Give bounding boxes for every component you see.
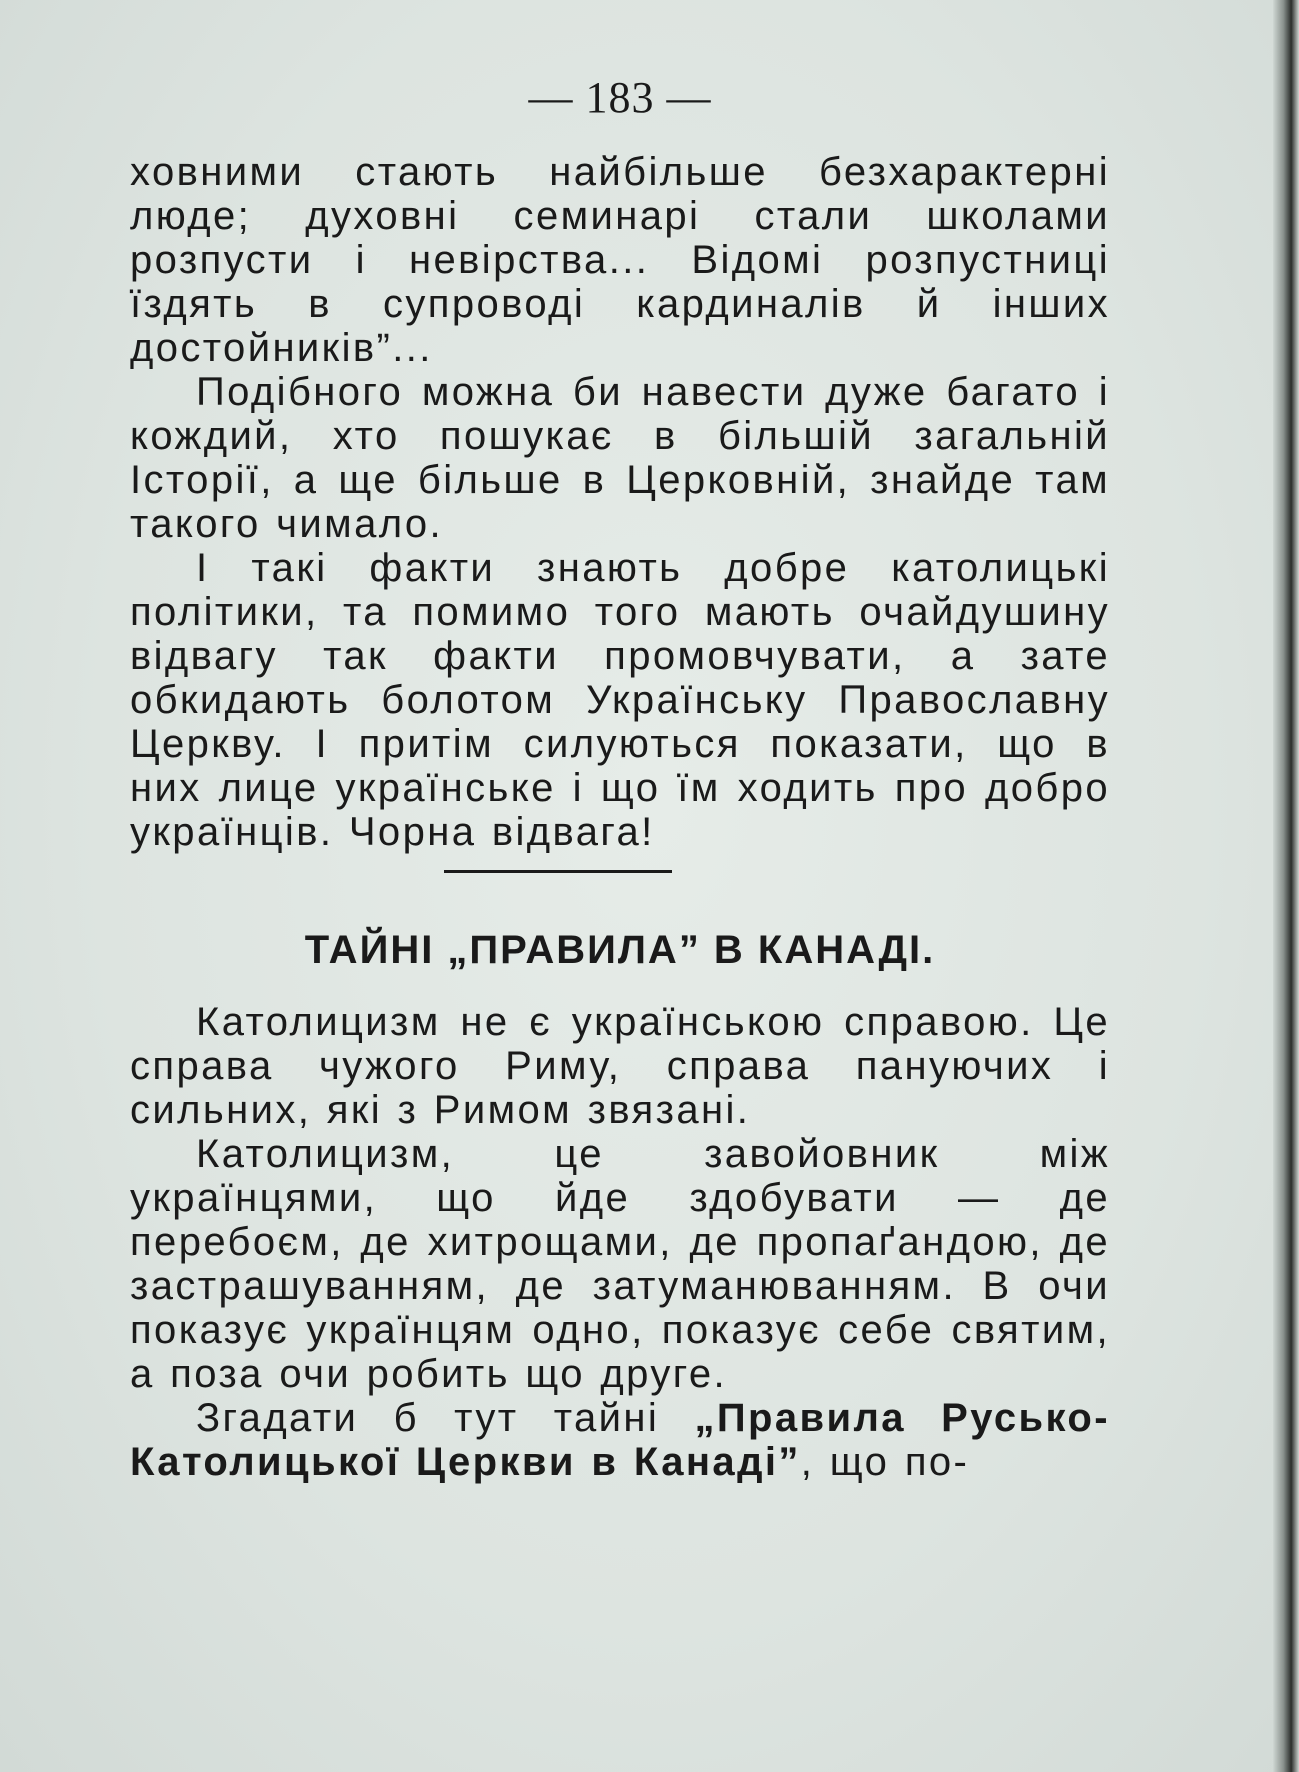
paragraph-catholicism-not-ukrainian: Католицизм не є українською справою. Це справа чужого Риму, справа пануючих і сильних, які з Римом звязані. (130, 1000, 1110, 1132)
paragraph-catholic-politicians: І такі факти знають добре католицькі політики, та помимо того мають очайдушину відвагу так факти промовчувати, а зате обкидають болотом Українську Православну Церкву. І притім силуються показати, що в них лице українське і що їм ходить про добро українців. Чорна відвага! (130, 546, 1110, 854)
secret-rules-tail: , що по- (800, 1440, 970, 1484)
secret-rules-title: „Правила Русько-Католицької Церкви в Канаді” (130, 1396, 1110, 1484)
paragraph-examples: Подібного можна би навести дуже багато і кождий, хто пошукає в більшій загальній Історії, а ще більше в Церковній, знайде там такого чимало. (130, 370, 1110, 546)
paragraph-catholicism-conqueror: Католицизм, це завойовник між українцями, що йде здобувати — де перебоєм, де хитрощами, де пропаґандою, де застрашуванням, де затуманюванням. В очи показує українцям одно, показує себе святим, а поза очи робить що друге. (130, 1132, 1110, 1396)
section-divider (444, 870, 672, 873)
page-edge-shadow (1273, 0, 1299, 1772)
paragraph-continuation: ховними стають найбільше безхарактерні люде; духовні семинарі стали школами розпусти і невірства... Відомі розпустниці їздять в супроводі кардиналів й інших достойників”... (130, 150, 1110, 370)
paragraph-secret-rules (130, 1396, 1110, 1484)
top-text-block (130, 150, 1110, 854)
page-number: — 183 — (528, 73, 712, 122)
section-heading: ТАЙНІ „ПРАВИЛА” В КАНАДІ. (304, 928, 936, 972)
section-text-block (130, 1000, 1110, 1484)
secret-rules-lead: Згадати б тут тайні (196, 1396, 695, 1440)
